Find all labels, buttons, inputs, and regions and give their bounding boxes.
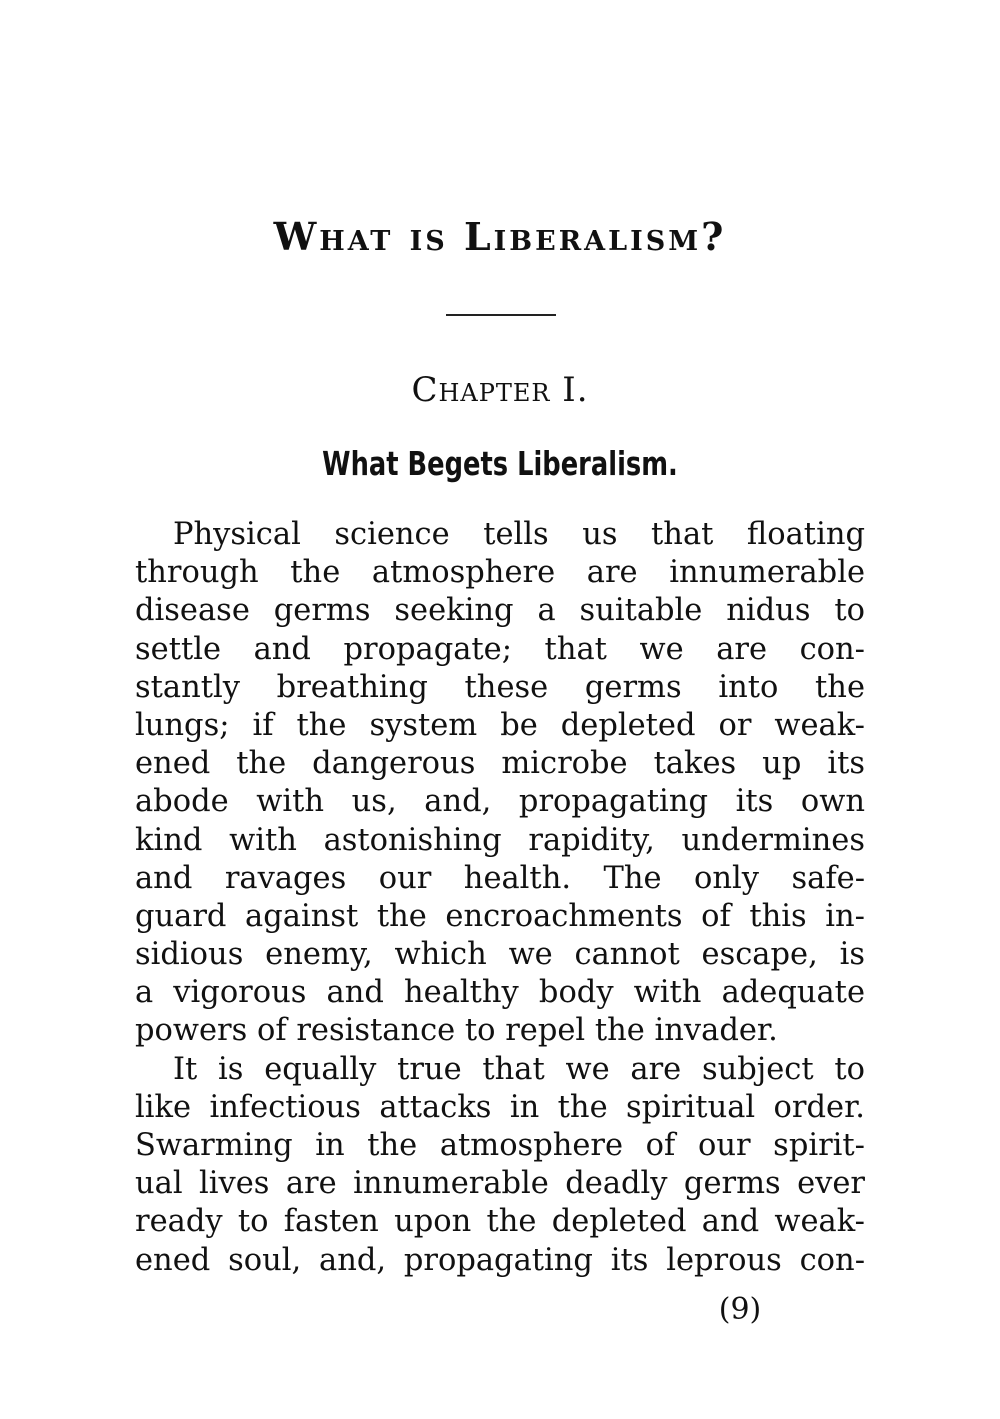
text-line: ual lives are innumerable deadly germs ever: [135, 1166, 865, 1202]
chapter-heading: Chapter I.: [411, 370, 589, 410]
text-line: guard against the encroachments of this in-: [135, 898, 865, 934]
paragraph-1: [135, 516, 865, 1051]
text-line: through the atmosphere are innumerable: [135, 555, 865, 591]
body-text: [135, 516, 865, 1280]
text-line: sidious enemy, which we cannot escape, is: [135, 937, 865, 973]
text-line: a vigorous and healthy body with adequate: [135, 975, 865, 1011]
text-line: Physical science tells us that floating: [173, 517, 865, 552]
title-rule: [446, 314, 556, 316]
text-line: kind with astonishing rapidity, undermines: [135, 822, 865, 858]
text-line: powers of resistance to repel the invader.: [135, 1013, 778, 1049]
page-number: (9): [718, 1292, 762, 1327]
text-line: It is equally true that we are subject to: [173, 1051, 865, 1087]
text-line: ready to fasten upon the depleted and weak-: [135, 1204, 865, 1240]
text-line: Swarming in the atmosphere of our spirit-: [135, 1128, 865, 1163]
chapter-title: What Begets Liberalism.: [322, 444, 678, 483]
text-line: like infectious attacks in the spiritual order.: [135, 1089, 865, 1125]
paragraph-2: [135, 1051, 865, 1280]
book-title: What is Liberalism?: [273, 214, 727, 259]
text-line: settle and propagate; that we are con-: [135, 631, 865, 667]
text-line: ened the dangerous microbe takes up its: [135, 746, 865, 782]
text-line: and ravages our health. The only safe-: [135, 860, 865, 896]
text-line: abode with us, and, propagating its own: [135, 784, 865, 820]
text-line: disease germs seeking a suitable nidus to: [135, 593, 865, 629]
text-line: stantly breathing these germs into the: [135, 669, 865, 705]
text-line: ened soul, and, propagating its leprous con-: [135, 1242, 865, 1278]
text-line: lungs; if the system be depleted or weak-: [135, 707, 865, 743]
